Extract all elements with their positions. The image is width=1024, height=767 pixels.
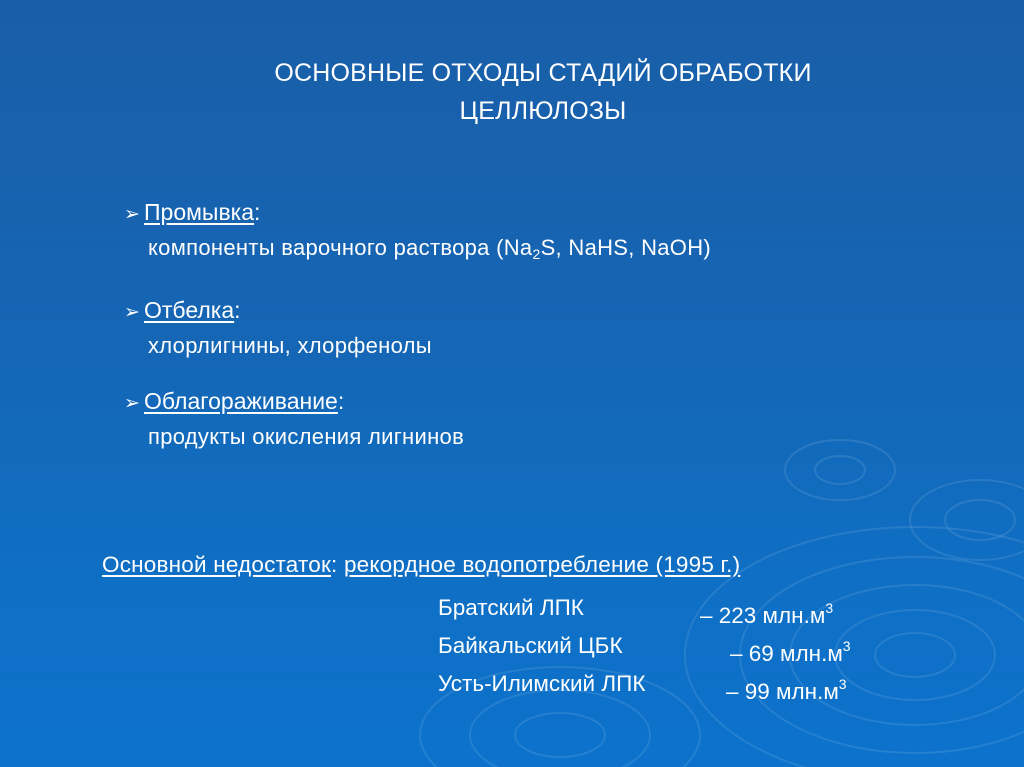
bullet-list <box>124 196 944 476</box>
bullet-text: компоненты варочного раствора ($Na_2S$, NaHS, NaOH) <box>148 235 712 262</box>
bullet-heading: Облагораживание <box>144 388 338 414</box>
drawback-label: Основной недостаток <box>102 552 332 577</box>
bullet-item-refining: ➢ Облагораживание: продукты окисления лигнинов <box>124 385 944 453</box>
main-drawback: Основной недостаток: рекордное водопотребление (1995 г.) <box>102 552 741 577</box>
facility-name: Байкальский ЦБК <box>438 633 623 658</box>
arrow-bullet-icon: ➢ <box>124 302 140 323</box>
arrow-bullet-icon: ➢ <box>124 393 140 414</box>
slide-title-line-2: ЦЕЛЛЮЛОЗЫ <box>459 97 627 125</box>
drawback-text: рекордное водопотребление (1995 г.) <box>343 552 741 577</box>
bullet-text: хлорлигнины, хлорфенолы <box>148 333 432 358</box>
bullet-item-washing: ➢ Промывка: компоненты варочного раствора ($Na_2S$, NaHS, NaOH) <box>124 196 944 271</box>
slide-title <box>0 54 1024 130</box>
facility-value: – 69 $млн.м^3$ <box>730 638 851 666</box>
bullet-heading: Отбелка <box>144 297 235 323</box>
slide-title-line-1: ОСНОВНЫЕ ОТХОДЫ СТАДИЙ ОБРАБОТКИ <box>274 59 812 87</box>
facility-value: – 223 $млн.м^3$ <box>700 600 834 628</box>
facility-value: – 99 $млн.м^3$ <box>726 676 847 704</box>
facility-name: Братский ЛПК <box>438 595 584 620</box>
arrow-bullet-icon: ➢ <box>124 204 140 225</box>
bullet-heading: Промывка <box>144 199 255 225</box>
facility-name: Усть-Илимский ЛПК <box>438 671 646 696</box>
bullet-item-bleaching: ➢ Отбелка: хлорлигнины, хлорфенолы <box>124 294 944 362</box>
bullet-text: продукты окисления лигнинов <box>148 424 465 449</box>
